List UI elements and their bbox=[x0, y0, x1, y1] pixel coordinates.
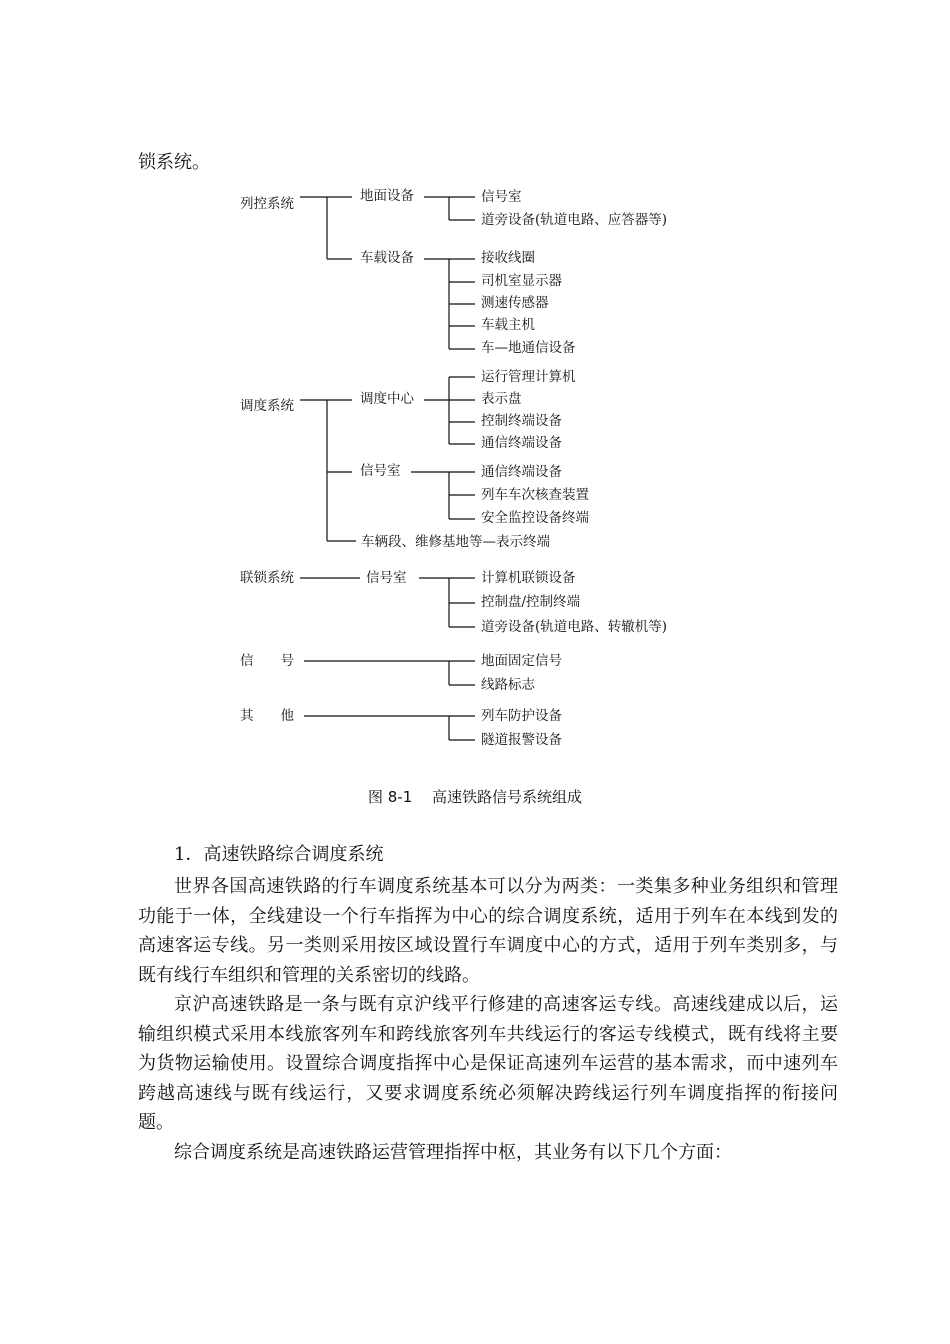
item-label: 通信终端设备 bbox=[481, 435, 562, 451]
item-label: 表示盘 bbox=[481, 391, 522, 407]
item-label: 隧道报警设备 bbox=[481, 732, 562, 748]
group-label: 调度中心 bbox=[360, 391, 414, 407]
paragraph: 京沪高速铁路是一条与既有京沪线平行修建的高速客运专线。高速线建成以后，运输组织模式采用本线旅客列车和跨线旅客列车共线运行的客运专线模式，既有线将主要为货物运输使用。设置综合调度指挥中心是保证高速列车运营的基本需求，而中速列车跨越高速线与既有线运行，又要求调度系统必须解决跨线运行列车调度指挥的衔接问题。 bbox=[138, 994, 838, 1133]
system-label: 调度系统 bbox=[240, 398, 294, 414]
item-label: 测速传感器 bbox=[481, 295, 549, 311]
item-label: 车载主机 bbox=[481, 317, 535, 333]
system-label: 联锁系统 bbox=[240, 570, 294, 586]
section-heading: 1．高速铁路综合调度系统 bbox=[174, 844, 384, 865]
item-label: 通信终端设备 bbox=[481, 464, 562, 480]
item-label: 计算机联锁设备 bbox=[481, 570, 576, 586]
system-label: 其 他 bbox=[240, 708, 294, 724]
body-paragraphs bbox=[138, 872, 838, 1167]
item-label: 运行管理计算机 bbox=[481, 369, 576, 385]
paragraph: 综合调度系统是高速铁路运营管理指挥中枢，其业务有以下几个方面： bbox=[174, 1141, 732, 1163]
item-label: 列车防护设备 bbox=[481, 708, 562, 724]
item-label: 信号室 bbox=[481, 189, 522, 205]
intro-text: 锁系统。 bbox=[138, 152, 210, 173]
item-label: 地面固定信号 bbox=[481, 653, 562, 669]
item-label: 司机室显示器 bbox=[481, 273, 562, 289]
system-label: 信 号 bbox=[240, 653, 294, 669]
group-label: 车载设备 bbox=[360, 250, 414, 266]
paragraph: 世界各国高速铁路的行车调度系统基本可以分为两类：一类集多种业务组织和管理功能于一体，全线建设一个行车指挥为中心的综合调度系统，适用于列车在本线到发的高速客运专线。另一类则采用按区域设置行车调度中心的方式，适用于列车类别多，与既有线行车组织和管理的关系密切的线路。 bbox=[138, 876, 838, 986]
item-label: 道旁设备(轨道电路、转辙机等) bbox=[481, 619, 668, 635]
group-label: 信号室 bbox=[366, 570, 407, 586]
item-label: 控制终端设备 bbox=[481, 413, 562, 429]
figure-caption: 图 8-1 高速铁路信号系统组成 bbox=[367, 788, 583, 806]
group-label: 地面设备 bbox=[360, 188, 414, 204]
item-label: 列车车次核查装置 bbox=[481, 487, 589, 503]
item-label: 接收线圈 bbox=[481, 250, 535, 266]
group-label: 车辆段、维修基地等—表示终端 bbox=[361, 534, 550, 550]
item-label: 安全监控设备终端 bbox=[481, 510, 589, 526]
system-label: 列控系统 bbox=[240, 196, 294, 212]
item-label: 车—地通信设备 bbox=[481, 340, 576, 356]
item-label: 控制盘/控制终端 bbox=[481, 594, 581, 610]
group-label: 信号室 bbox=[360, 463, 401, 479]
item-label: 道旁设备(轨道电路、应答器等) bbox=[481, 212, 668, 228]
item-label: 线路标志 bbox=[481, 677, 535, 693]
